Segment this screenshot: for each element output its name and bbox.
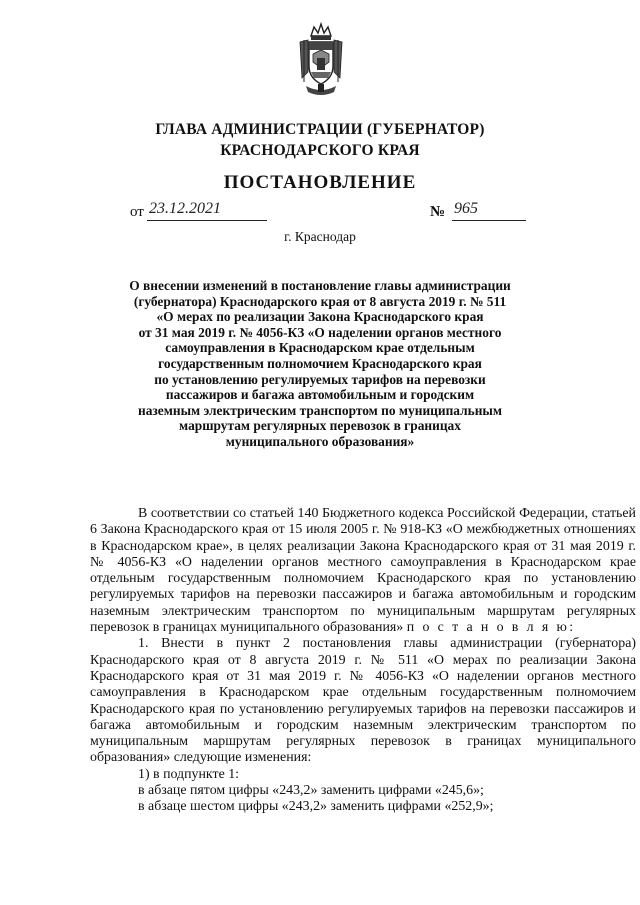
- document-subject: [0, 278, 640, 450]
- subject-line: (губернатора) Краснодарского края от 8 августа 2019 г. № 511: [133, 293, 507, 309]
- subject-line: государственным полномочием Краснодарского края: [158, 355, 482, 371]
- number-field: 965: [452, 200, 526, 221]
- subject-line: О внесении изменений в постановление главы администрации: [129, 278, 511, 293]
- document-type-title: ПОСТАНОВЛЕНИЕ: [223, 172, 417, 193]
- change-line-a: в абзаце пятом цифры «243,2» заменить цифрами «245,6»;: [138, 783, 484, 799]
- coat-of-arms-emblem: [296, 22, 346, 100]
- number-prefix: №: [430, 204, 446, 220]
- date-prefix: от: [130, 204, 144, 220]
- decree-word: п о с т а н о в л я ю:: [406, 620, 576, 636]
- subject-line: самоуправления в Краснодарском крае отдельным: [165, 340, 475, 356]
- date-field: 23.12.2021: [147, 200, 267, 221]
- city-label: г. Краснодар: [284, 229, 356, 244]
- subject-line: наземным электрическим транспортом по муниципальным: [138, 402, 502, 418]
- document-body: [90, 506, 636, 816]
- preamble-text: В соответствии со статьей 140 Бюджетного кодекса Российской Федерации, статьей 6 Закона Краснодарского края от 15 июля 2005 г. № 918-КЗ «О межбюджетных отношениях в Краснодарском крае», в целях реализации Закона Краснодарского края от 31 мая 2019 г. № 4056-КЗ «О наделении органов местного самоуправления в Краснодарском крае отдельным государственным полномочием Краснодарского края по установлению регулируемых тарифов на перевозки пассажиров и багажа автомобильным и городским наземным электрическим транспортом по муниципальным маршрутам регулярных перевозок в границах муниципального образования»: [90, 506, 636, 636]
- subject-line: по установлению регулируемых тарифов на перевозки: [154, 371, 486, 387]
- subject-line: от 31 мая 2019 г. № 4056-КЗ «О наделении органов местного: [138, 324, 502, 340]
- preamble-paragraph: [90, 506, 636, 636]
- authority-line-1: ГЛАВА АДМИНИСТРАЦИИ (ГУБЕРНАТОР): [155, 121, 485, 138]
- subject-line: пассажиров и багажа автомобильным и городским: [165, 387, 475, 403]
- subject-line: маршрутам регулярных перевозок в границах: [179, 418, 461, 434]
- subject-line: «О мерах по реализации Закона Краснодарского края: [156, 309, 484, 325]
- item-1-paragraph: 1. Внести в пункт 2 постановления главы администрации (губернатора) Краснодарского края от 8 августа 2019 г. № 511 «О мерах по реализации Закона Краснодарского края от 31 мая 2019 г. № 4056-КЗ «О наделении органов местного самоуправления в Краснодарском крае отдельным государственным полномочием Краснодарского края по установлению регулируемых тарифов на перевозки пассажиров и багажа автомобильным и городским наземным электрическим транспортом по муниципальным маршрутам регулярных перевозок в границах муниципального образования» следующие изменения:: [90, 636, 636, 766]
- change-line-b: в абзаце шестом цифры «243,2» заменить цифрами «252,9»;: [138, 799, 494, 815]
- subject-line: муниципального образования»: [225, 433, 415, 449]
- authority-line-2: КРАСНОДАРСКОГО КРАЯ: [220, 142, 420, 159]
- subitem-1: 1) в подпункте 1:: [138, 766, 240, 782]
